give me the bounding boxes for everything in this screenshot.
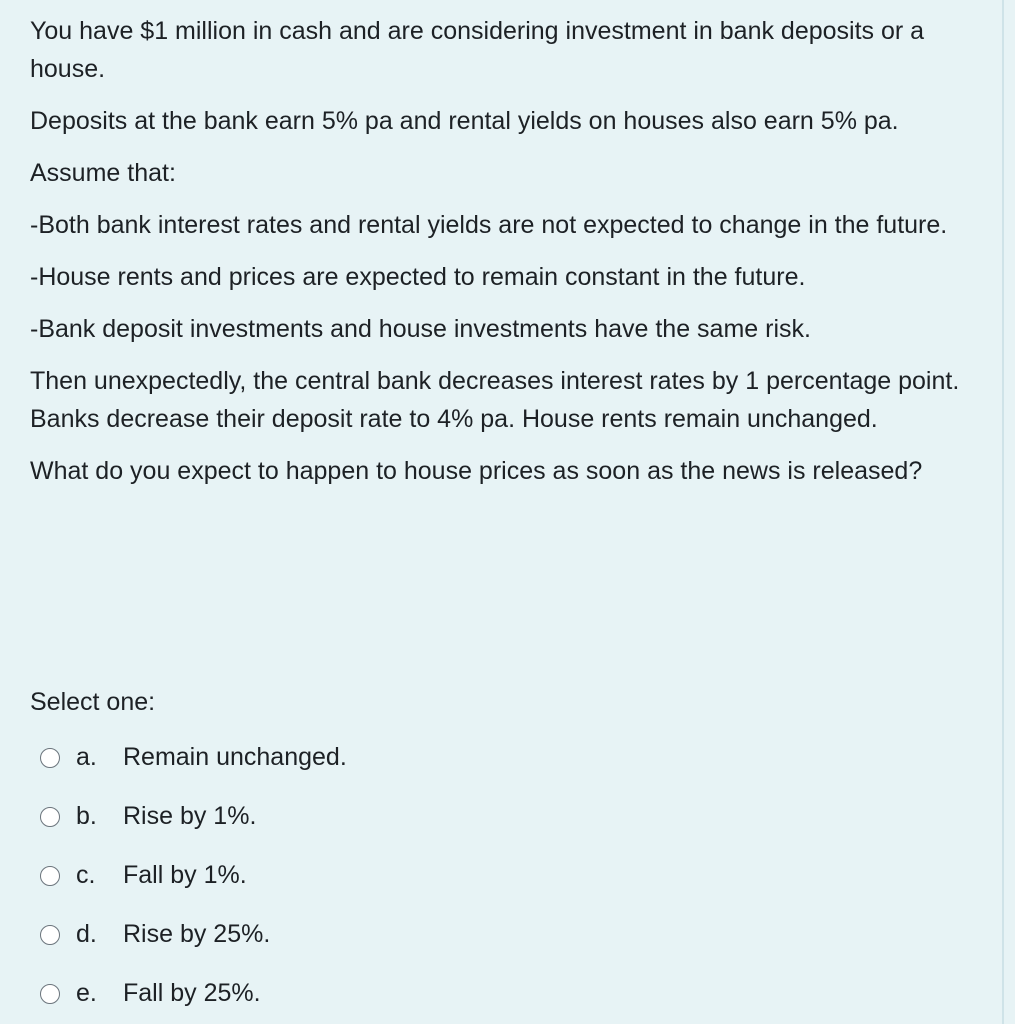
option-letter: b. <box>76 802 97 830</box>
radio-button[interactable] <box>40 748 60 768</box>
option-letter: a. <box>76 743 97 771</box>
radio-button[interactable] <box>40 866 60 886</box>
radio-button[interactable] <box>40 925 60 945</box>
option-label: Rise by 25%. <box>123 920 271 948</box>
option-label: Remain unchanged. <box>123 743 347 771</box>
answer-option-d[interactable] <box>40 905 940 964</box>
radio-button[interactable] <box>40 984 60 1004</box>
option-letter: c. <box>76 861 96 889</box>
option-label: Fall by 25%. <box>123 979 261 1007</box>
question-paragraph: -House rents and prices are expected to remain constant in the future. <box>30 263 806 291</box>
option-letter: e. <box>76 979 97 1007</box>
question-paragraph: Then unexpectedly, the central bank decreases interest rates by 1 percentage point. Banks decrease their deposit rate to 4% pa. House rents remain unchanged. <box>30 367 960 433</box>
question-text <box>30 12 980 504</box>
answer-option-b[interactable] <box>40 787 940 846</box>
question-paragraph: -Bank deposit investments and house investments have the same risk. <box>30 315 811 343</box>
question-paragraph: -Both bank interest rates and rental yields are not expected to change in the future. <box>30 211 948 239</box>
answer-option-e[interactable] <box>40 964 940 1023</box>
answer-option-c[interactable] <box>40 846 940 905</box>
answer-options <box>40 728 940 1023</box>
question-paragraph: Deposits at the bank earn 5% pa and rental yields on houses also earn 5% pa. <box>30 107 899 135</box>
select-one-prompt: Select one: <box>30 688 156 716</box>
question-paragraph: You have $1 million in cash and are considering investment in bank deposits or a house. <box>30 17 925 83</box>
option-label: Fall by 1%. <box>123 861 247 889</box>
answer-option-a[interactable] <box>40 728 940 787</box>
question-paragraph: What do you expect to happen to house prices as soon as the news is released? <box>30 457 923 485</box>
option-label: Rise by 1%. <box>123 802 257 830</box>
radio-button[interactable] <box>40 807 60 827</box>
question-paragraph: Assume that: <box>30 159 176 187</box>
option-letter: d. <box>76 920 97 948</box>
